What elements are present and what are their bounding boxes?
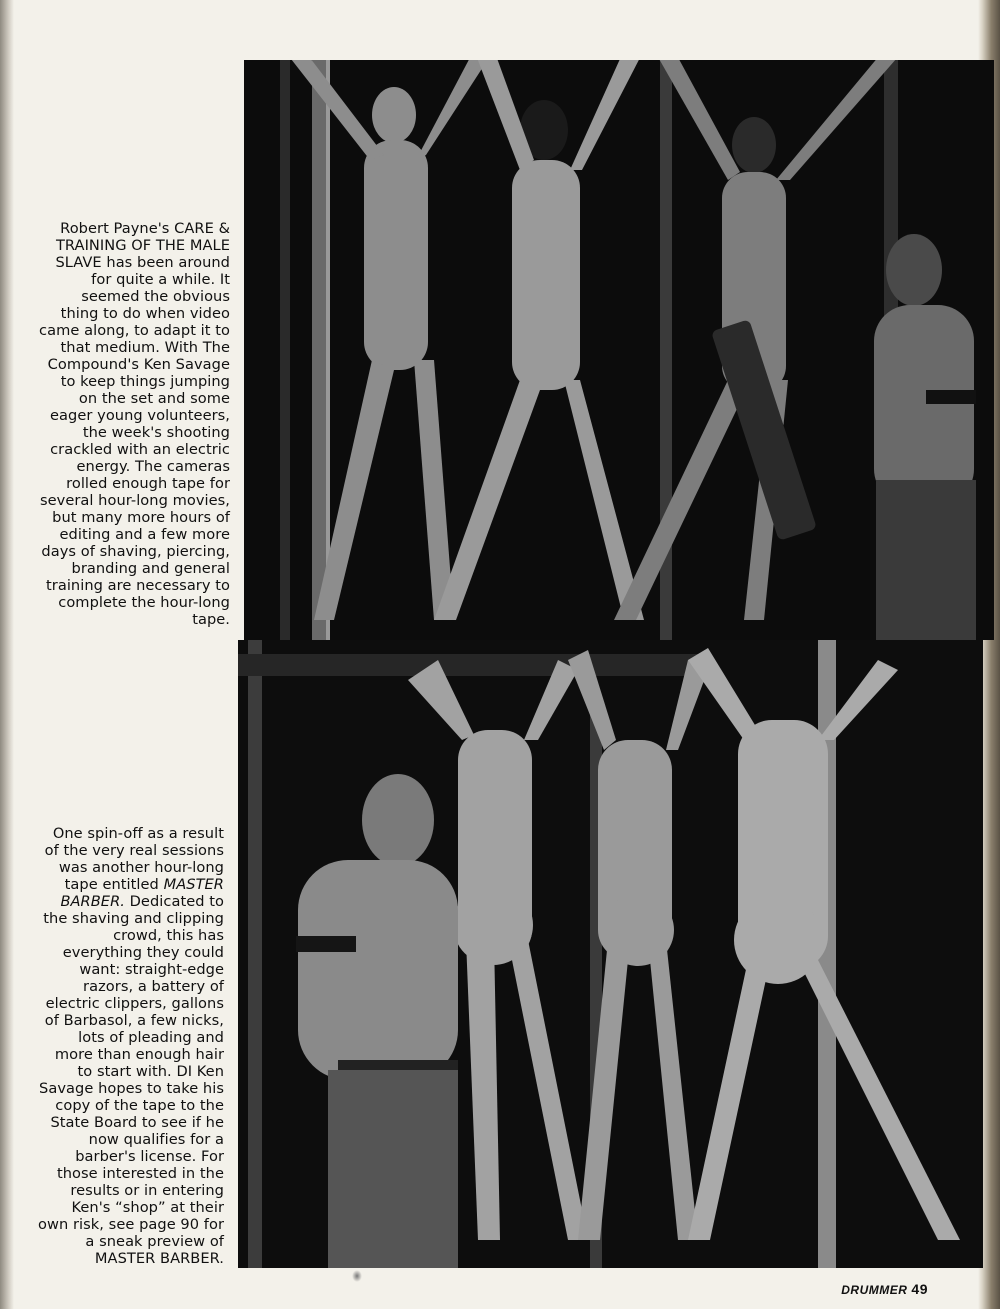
caption-line: energy. The cameras: [76, 458, 230, 475]
caption-line: that medium. With The: [60, 339, 230, 356]
caption-line: branding and general: [71, 560, 230, 577]
caption-bottom: [38, 825, 224, 1267]
caption-line: those interested in the: [56, 1165, 224, 1182]
caption-line: tape entitled MASTER: [64, 876, 224, 893]
caption-line: copy of the tape to the: [55, 1097, 224, 1114]
caption-line: barber's license. For: [75, 1148, 224, 1165]
pole: [312, 60, 328, 640]
caption-line: the week's shooting: [82, 424, 230, 441]
caption-line: want: straight-edge: [79, 961, 224, 978]
caption-line: a sneak preview of: [85, 1233, 224, 1250]
caption-line: BARBER. Dedicated to: [60, 893, 224, 910]
caption-line: days of shaving, piercing,: [41, 543, 230, 560]
caption-line: came along, to adapt it to: [39, 322, 230, 339]
caption-line: more than enough hair: [54, 1046, 224, 1063]
caption-line: tape.: [192, 611, 230, 628]
caption-top: [39, 220, 230, 628]
caption-line: electric clippers, gallons: [45, 995, 224, 1012]
caption-line: several hour-long movies,: [39, 492, 230, 509]
top-photo: [244, 60, 994, 640]
page-footer: [841, 1281, 928, 1297]
page-number: 49: [911, 1281, 928, 1297]
caption-line: editing and a few more: [59, 526, 230, 543]
caption-line: results or in entering: [70, 1182, 224, 1199]
caption-line: to keep things jumping: [60, 373, 230, 390]
caption-line: rolled enough tape for: [66, 475, 230, 492]
caption-line: TRAINING OF THE MALE: [55, 237, 230, 254]
caption-line: SLAVE has been around: [55, 254, 230, 271]
caption-line: Compound's Ken Savage: [47, 356, 230, 373]
caption-line: on the set and some: [78, 390, 230, 407]
caption-line: own risk, see page 90 for: [38, 1216, 224, 1233]
caption-line: for quite a while. It: [91, 271, 230, 288]
caption-line: the shaving and clipping: [43, 910, 224, 927]
page-left-edge: [0, 0, 14, 1309]
caption-line: razors, a battery of: [83, 978, 224, 995]
caption-line: eager young volunteers,: [50, 407, 230, 424]
caption-line: lots of pleading and: [78, 1029, 224, 1046]
caption-line: was another hour-long: [58, 859, 224, 876]
caption-line: of Barbasol, a few nicks,: [44, 1012, 224, 1029]
caption-line: thing to do when video: [60, 305, 230, 322]
top-photo-illustration: [244, 60, 994, 640]
caption-line: complete the hour-long: [58, 594, 230, 611]
magazine-name: DRUMMER: [841, 1283, 908, 1297]
caption-line: to start with. DI Ken: [77, 1063, 224, 1080]
caption-line: but many more hours of: [52, 509, 230, 526]
caption-line: State Board to see if he: [50, 1114, 224, 1131]
caption-line: training are necessary to: [46, 577, 230, 594]
caption-line: crowd, this has: [113, 927, 224, 944]
caption-line: everything they could: [62, 944, 224, 961]
caption-line: One spin-off as a result: [52, 825, 224, 842]
bottom-photo: [238, 640, 983, 1268]
caption-line: Savage hopes to take his: [39, 1080, 224, 1097]
caption-line: Ken's “shop” at their: [71, 1199, 224, 1216]
caption-line: crackled with an electric: [50, 441, 230, 458]
caption-line: now qualifies for a: [88, 1131, 224, 1148]
caption-line: Robert Payne's CARE &: [60, 220, 230, 237]
bottom-photo-illustration: [238, 640, 983, 1268]
pole: [248, 640, 262, 1268]
print-smudge: [352, 1270, 362, 1282]
caption-line: of the very real sessions: [44, 842, 224, 859]
caption-line: seemed the obvious: [81, 288, 230, 305]
caption-line: MASTER BARBER.: [94, 1250, 224, 1267]
